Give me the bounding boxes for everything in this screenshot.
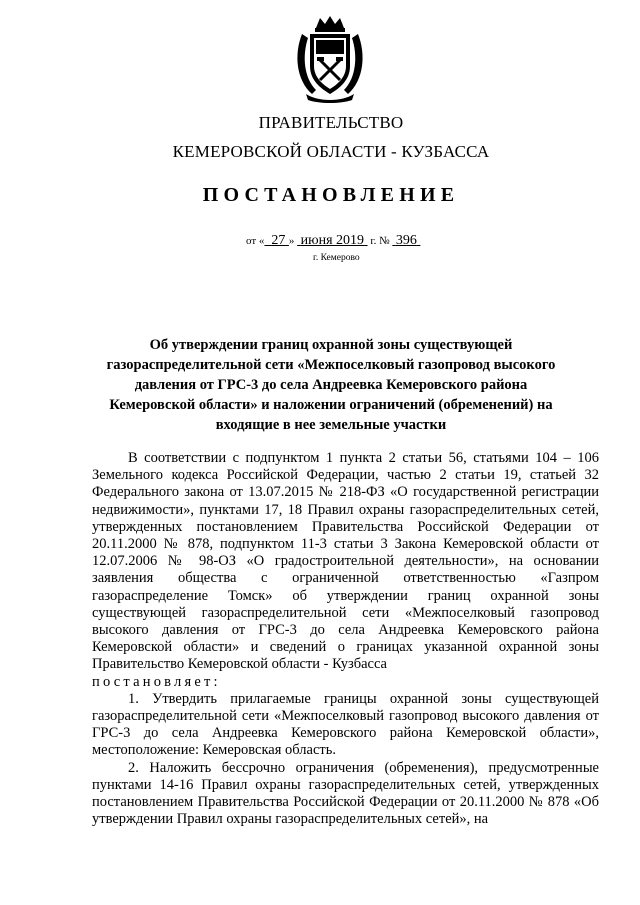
preamble-paragraph: В соответствии с подпунктом 1 пункта 2 статьи 56, статьями 104 – 106 Земельного кодекса Российской Федерации, частью 2 статьи 19, статьей 32 Федерального закона от 13.07.2015 № 218-ФЗ «О государственной регистрации недвижимости», пунктами 17, 18 Правил охраны газораспределительных сетей, утвержденных постановлением Правительства Российской Федерации от 20.11.2000 № 878, подпунктом 11-3 статьи 3 Закона Кемеровской области от 12.07.2006 № 98-ОЗ «О градостроительной деятельности», на основании заявления общества с ограниченной ответственностью «Газпром газораспределение Томск» об утверждении границ охранной зоны существующей газораспределительной сети «Межпоселковый газопровод высокого давления от ГРС-3 до села Андреевка Кемеровского района Кемеровской области» и сведений о границах указанной охранной зоны Правительство Кемеровской области - Кузбасса xyxy=(92,450,599,673)
date-prefix: от « xyxy=(246,235,265,247)
document-type: ПОСТАНОВЛЕНИЕ xyxy=(202,184,460,206)
item-1-paragraph: 1. Утвердить прилагаемые границы охранной зоны существующей газораспределительной сети «Межпоселковый газопровод высокого давления от ГРС-3 до села Андреевка Кемеровского района Кемеровской области», местоположение: Кемеровская область. xyxy=(92,690,599,759)
date-day: 27 xyxy=(271,233,286,248)
resolves-word: постановляет: xyxy=(92,673,221,690)
city: г. Кемерово xyxy=(313,253,360,263)
date-year-suffix: г. xyxy=(370,235,377,247)
document-number: 396 xyxy=(395,233,417,248)
number-prefix: № xyxy=(379,235,390,247)
date-month-year: июня 2019 xyxy=(300,233,365,248)
item-2-paragraph: 2. Наложить бессрочно ограничения (обременения), предусмотренные пунктами 14-16 Правил охраны газораспределительных сетей, утвержденных постановлением Правительства Российской Федерации от 20.11.2000 № 878 «Об утверждении Правил охраны газораспределительных сетей», на xyxy=(92,759,599,828)
government-name-line2: КЕМЕРОВСКОЙ ОБЛАСТИ - КУЗБАССА xyxy=(172,142,490,161)
date-day-close: » xyxy=(288,235,295,247)
government-name-line1: ПРАВИТЕЛЬСТВО xyxy=(258,113,404,132)
document-title: Об утверждении границ охранной зоны существующей газораспределительной сети «Межпоселковый газопровод высокого давления от ГРС-3 до села Андреевка Кемеровского района Кемеровской области» и наложении ограничений (обременений) на входящие в нее земельные участки xyxy=(106,337,556,433)
document-body xyxy=(92,450,599,828)
document-date-number xyxy=(246,233,420,249)
coat-of-arms-icon xyxy=(292,14,368,104)
